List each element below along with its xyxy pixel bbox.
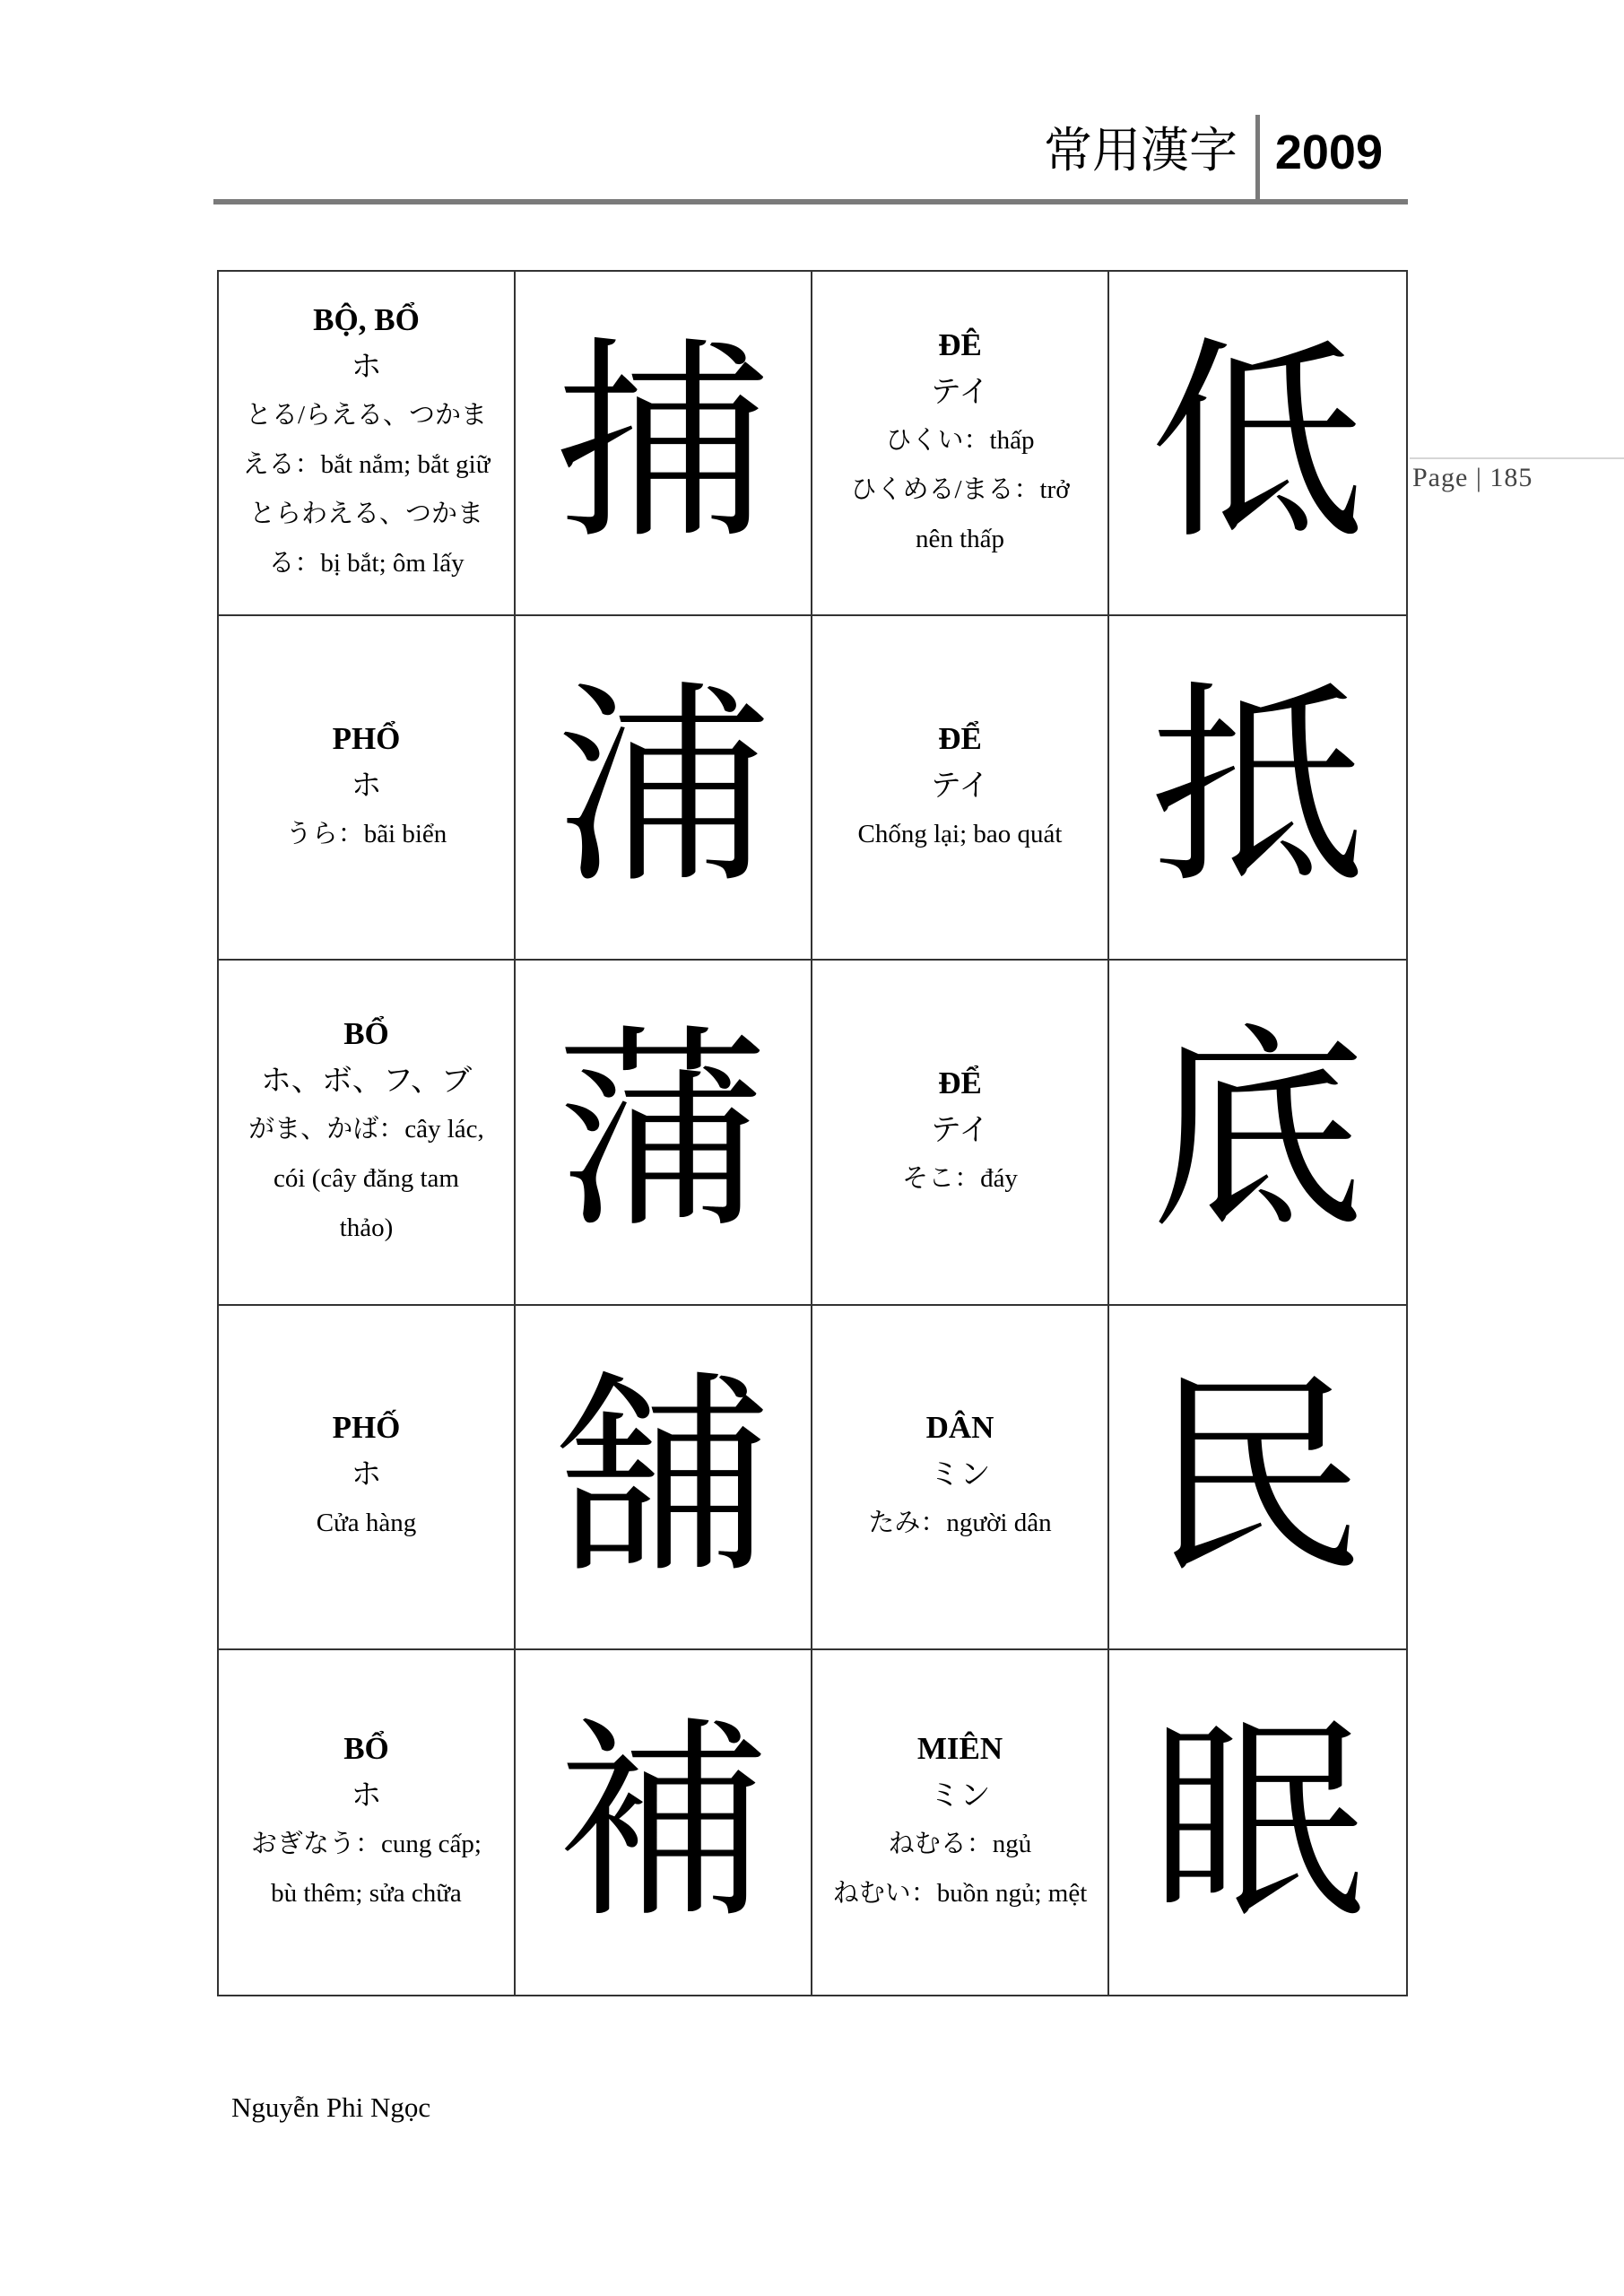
meaning-line: がま、かば：cây lác, <box>248 1114 484 1144</box>
on-reading: テイ <box>930 767 990 804</box>
kanji-glyph-cell <box>1109 1650 1406 1995</box>
kanji-character: 舗 <box>555 1351 771 1603</box>
kanji-info-cell <box>812 616 1109 961</box>
page-number: Page | 185 <box>1412 463 1533 492</box>
sino-vietnamese-reading: MIÊN <box>916 1730 1003 1766</box>
on-reading: ホ <box>351 349 382 386</box>
sino-vietnamese-reading: BỘ, BỔ <box>313 302 420 338</box>
kanji-table <box>217 270 1408 1996</box>
kanji-character: 捕 <box>555 317 771 570</box>
kanji-info-cell <box>219 1306 516 1650</box>
header-year: 2009 <box>1274 126 1383 179</box>
header-title: 常用漢字 <box>1044 122 1238 178</box>
meaning-line: ねむい：buồn ngủ; mệt <box>832 1878 1088 1908</box>
meaning-line: そこ：đáy <box>902 1163 1018 1193</box>
kanji-glyph-cell <box>1109 272 1406 616</box>
meaning-line: たみ：người dân <box>868 1509 1052 1538</box>
header-rule <box>213 199 1408 204</box>
kanji-glyph-cell <box>1109 616 1406 961</box>
meaning-line: Cửa hàng <box>316 1509 417 1538</box>
kanji-info-cell <box>812 961 1109 1305</box>
meaning-line: る：bị bắt; ôm lấy <box>268 549 465 578</box>
sino-vietnamese-reading: BỔ <box>343 1730 389 1766</box>
kanji-character: 低 <box>1150 317 1366 570</box>
on-reading: ホ、ボ、フ、ブ <box>260 1062 473 1099</box>
on-reading: テイ <box>930 1111 990 1148</box>
on-reading: ホ <box>351 1457 382 1493</box>
on-reading: ホ <box>351 767 382 804</box>
kanji-info-cell <box>219 272 516 616</box>
on-reading: ミン <box>929 1457 991 1493</box>
page-number-rule <box>1410 457 1624 459</box>
kanji-info-cell <box>219 1650 516 1995</box>
kanji-info-cell <box>812 1306 1109 1650</box>
on-reading: テイ <box>930 373 990 410</box>
meaning-line: うら：bãi biển <box>285 819 447 848</box>
meaning-line: nên thấp <box>915 524 1005 553</box>
meaning-line: thảo) <box>339 1213 394 1242</box>
on-reading: ホ <box>351 1777 382 1813</box>
sino-vietnamese-reading: ĐÊ <box>938 326 982 362</box>
kanji-glyph-cell <box>516 961 812 1305</box>
kanji-glyph-cell <box>516 1306 812 1650</box>
page-header <box>213 115 1408 204</box>
kanji-character: 底 <box>1150 1006 1366 1258</box>
kanji-character: 補 <box>555 1696 771 1948</box>
meaning-line: cói (cây đăng tam <box>274 1163 459 1193</box>
meaning-line: とる/らえる、つかま <box>245 401 488 430</box>
meaning-line: とらわえる、つかま <box>248 500 483 529</box>
meaning-line: Chống lại; bao quát <box>857 819 1063 848</box>
footer-author: Nguyễn Phi Ngọc <box>231 2092 431 2123</box>
meaning-line: ひくめる/まる：trở <box>850 474 1070 504</box>
kanji-character: 眠 <box>1150 1696 1366 1948</box>
kanji-character: 抵 <box>1150 662 1366 914</box>
kanji-character: 民 <box>1150 1351 1366 1603</box>
kanji-glyph-cell <box>516 272 812 616</box>
sino-vietnamese-reading: PHỔ <box>332 720 401 756</box>
sino-vietnamese-reading: ĐỂ <box>938 720 982 756</box>
kanji-character: 浦 <box>555 662 771 914</box>
sino-vietnamese-reading: BỔ <box>343 1015 389 1051</box>
sino-vietnamese-reading: PHỐ <box>332 1410 401 1446</box>
meaning-line: える：bắt nắm; bắt giữ <box>242 450 491 480</box>
kanji-info-cell <box>219 961 516 1305</box>
sino-vietnamese-reading: DÂN <box>925 1410 994 1446</box>
kanji-character: 蒲 <box>555 1006 771 1258</box>
header-separator <box>1255 115 1260 201</box>
meaning-line: bù thêm; sửa chữa <box>271 1878 462 1908</box>
meaning-line: おぎなう：cung cấp; <box>251 1829 482 1858</box>
kanji-info-cell <box>812 272 1109 616</box>
meaning-line: ねむる：ngủ <box>888 1829 1032 1858</box>
kanji-glyph-cell <box>1109 961 1406 1305</box>
kanji-glyph-cell <box>516 1650 812 1995</box>
sino-vietnamese-reading: ĐỂ <box>938 1065 982 1100</box>
on-reading: ミン <box>929 1777 991 1813</box>
kanji-info-cell <box>812 1650 1109 1995</box>
kanji-glyph-cell <box>1109 1306 1406 1650</box>
meaning-line: ひくい：thấp <box>885 425 1035 455</box>
kanji-info-cell <box>219 616 516 961</box>
kanji-glyph-cell <box>516 616 812 961</box>
